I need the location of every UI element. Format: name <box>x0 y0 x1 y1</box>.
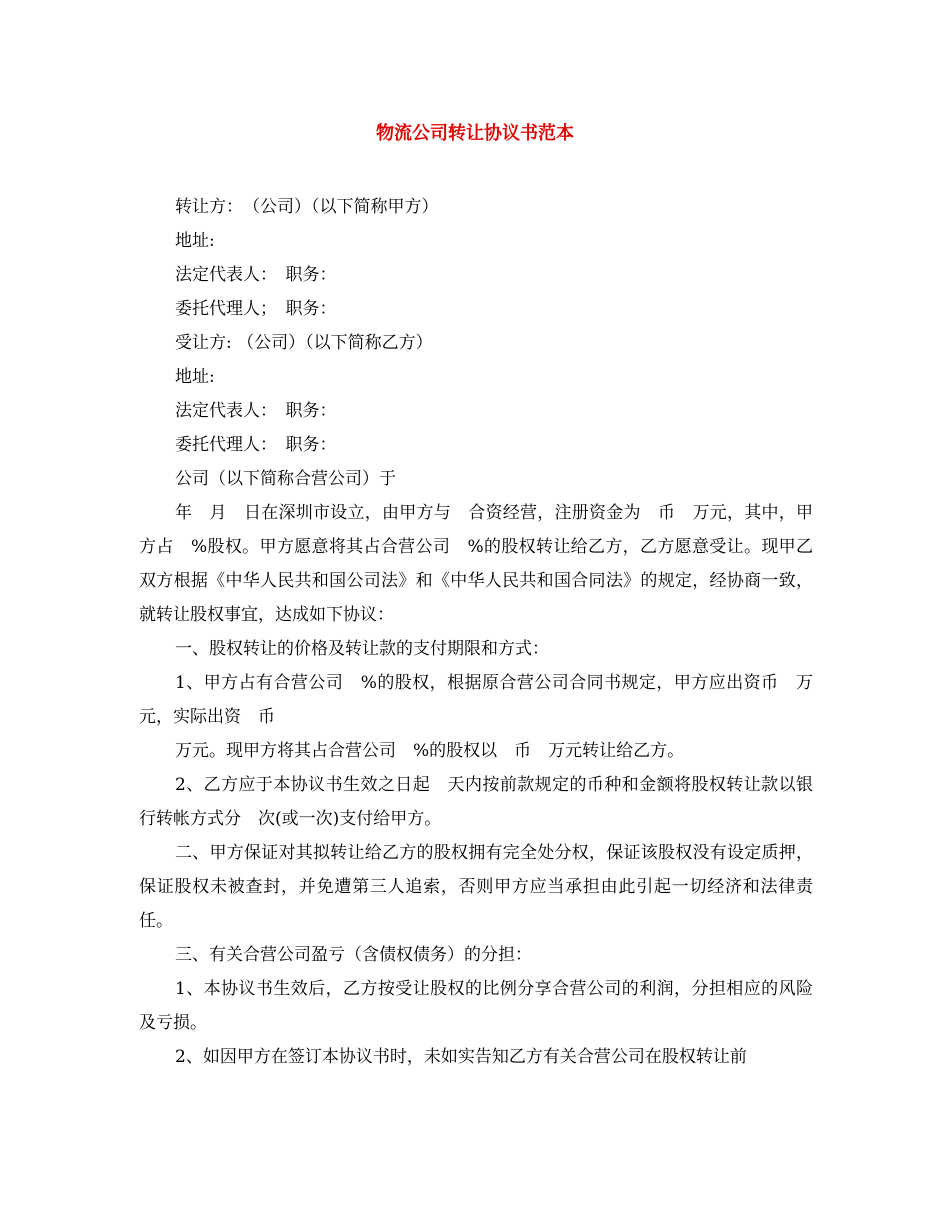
party-a-agent: 委托代理人； 职务： <box>175 299 337 319</box>
party-a-address: 地址: <box>175 231 215 251</box>
party-b-agent: 委托代理人： 职务： <box>175 435 337 455</box>
party-b-line: 受让方: （公司）（以下简称乙方） <box>175 333 433 353</box>
party-a-line: 转让方： （公司）（以下简称甲方） <box>175 197 439 217</box>
section-3-heading: 三、有关合营公司盈亏（含债权债务）的分担： <box>175 945 532 965</box>
background-paragraph: 年 月 日在深圳市设立，由甲方与 合资经营，注册资金为 币 万元，其中，甲方占 %股权。甲方愿意将其占合营公司 %的股权转让给乙方，乙方愿意受让。现甲乙双方根据《中华人民共和国公司法》和《中华人民共和国合同法》的规定，经协商一致，就转让股权事宜，达成如下协议： <box>139 503 813 625</box>
party-b-address: 地址: <box>175 367 215 387</box>
clause-3-2: 2、如因甲方在签订本协议书时，未如实告知乙方有关合营公司在股权转让前 <box>175 1047 747 1067</box>
document-body <box>139 190 813 1074</box>
clause-1-2: 2、乙方应于本协议书生效之日起 天内按前款规定的币种和金额将股权转让款以银行转帐方式分 次(或一次)支付给甲方。 <box>139 775 813 829</box>
party-b-legal-rep: 法定代表人： 职务： <box>175 401 337 421</box>
clause-1-1: 1、甲方占有合营公司 %的股权，根据原合营公司合同书规定，甲方应出资币 万元，实际出资 币 <box>139 673 813 727</box>
clause-3-1: 1、本协议书生效后，乙方按受让股权的比例分享合营公司的利润，分担相应的风险及亏损。 <box>139 979 813 1033</box>
section-1-heading: 一、股权转让的价格及转让款的支付期限和方式： <box>175 639 549 659</box>
party-a-legal-rep: 法定代表人： 职务： <box>175 265 337 285</box>
section-2-paragraph: 二、甲方保证对其拟转让给乙方的股权拥有完全处分权，保证该股权没有设定质押，保证股权未被查封，并免遭第三人追索，否则甲方应当承担由此引起一切经济和法律责任。 <box>139 843 813 931</box>
joint-venture-intro: 公司（以下简称合营公司）于 <box>175 469 396 489</box>
document-title: 物流公司转让协议书范本 <box>376 123 574 144</box>
clause-1-1-continued: 万元。现甲方将其占合营公司 %的股权以 币 万元转让给乙方。 <box>175 741 685 761</box>
